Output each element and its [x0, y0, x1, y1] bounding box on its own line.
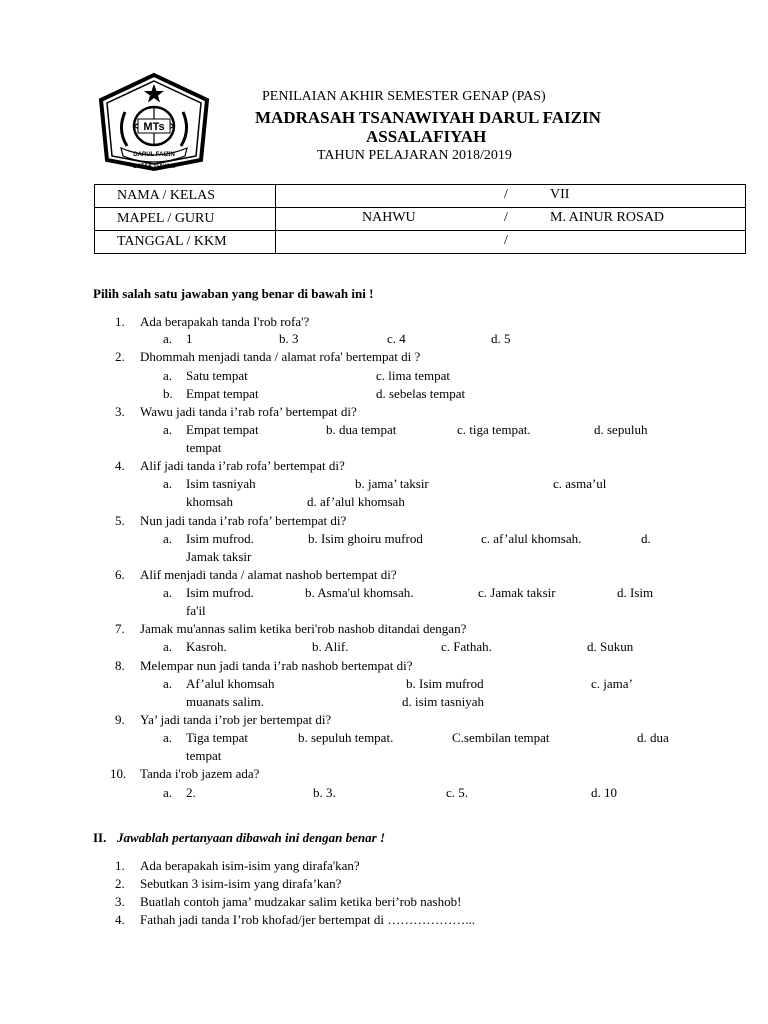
question-8: 8. Melempar nun jadi tanda i’rab nashob bertempat di?: [115, 658, 413, 673]
school-name: MADRASAH TSANAWIYAH DARUL FAIZIN: [255, 108, 601, 127]
option-c-wrap: muanats salim.: [186, 694, 264, 709]
option-c: C.sembilan tempat: [452, 730, 550, 745]
option-a-marker: a.: [163, 476, 173, 491]
option-d: d. Sukun: [587, 639, 634, 654]
option-b: b. Isim ghoiru mufrod: [308, 531, 423, 546]
table-row: [95, 231, 746, 254]
essay-question-1: 1. Ada berapakah isim-isim yang dirafa'kan?: [115, 858, 360, 873]
svg-text:DARUL FAIZIN: DARUL FAIZIN: [133, 152, 175, 158]
option-c-wrap: khomsah: [186, 494, 233, 509]
option-a-marker: a.: [163, 422, 173, 437]
option-b-marker: b.: [163, 386, 173, 401]
option-a: 2.: [186, 785, 196, 800]
svg-text:MTs: MTs: [143, 121, 165, 133]
question-3: 3. Wawu jadi tanda i’rab rofa’ bertempat di?: [115, 404, 357, 419]
option-c: c. 4: [387, 331, 406, 346]
option-a: Kasroh.: [186, 639, 227, 654]
option-d: d. sepuluh: [594, 422, 648, 437]
question-1: 1. Ada berapakah tanda I'rob rofa'?: [115, 314, 310, 329]
question-4: 4. Alif jadi tanda i’rab rofa’ bertempat di?: [115, 458, 345, 473]
option-a-marker: a.: [163, 331, 173, 346]
option-a: 1: [186, 331, 193, 346]
school-name-cont: ASSALAFIYAH: [366, 127, 487, 146]
option-c: c. Fathah.: [441, 639, 492, 654]
option-b: b. 3: [279, 331, 299, 346]
option-b: Empat tempat: [186, 386, 259, 401]
question-7: 7. Jamak mu'annas salim ketika beri'rob nashob ditandai dengan?: [115, 621, 467, 636]
table-row: [95, 208, 746, 231]
essay-question-3: 3. Buatlah contoh jama’ mudzakar salim ketika beri’rob nashob!: [115, 894, 462, 909]
option-a: Isim mufrod.: [186, 585, 254, 600]
option-a: Isim tasniyah: [186, 476, 256, 491]
option-b: b. dua tempat: [326, 422, 397, 437]
question-2: 2. Dhommah menjadi tanda / alamat rofa' bertempat di ?: [115, 349, 421, 364]
option-a-marker: a.: [163, 785, 173, 800]
option-b: b. Asma'ul khomsah.: [305, 585, 414, 600]
option-d-wrap: fa'il: [186, 603, 206, 618]
star-icon: [144, 84, 164, 103]
option-c: c. asma’ul: [553, 476, 607, 491]
academic-year: TAHUN PELAJARAN 2018/2019: [317, 148, 512, 163]
section2-number: II.: [93, 830, 107, 845]
field-slash: /: [504, 233, 508, 248]
option-d: d. af’alul khomsah: [307, 494, 405, 509]
option-c: c. Jamak taksir: [478, 585, 556, 600]
option-d: d. 10: [591, 785, 617, 800]
section2-instruction: Jawablah pertanyaan dibawah ini dengan benar !: [117, 830, 385, 845]
info-table: [94, 184, 746, 254]
essay-question-2: 2. Sebutkan 3 isim-isim yang dirafa’kan?: [115, 876, 342, 891]
label-tanggal-kkm: TANGGAL / KKM: [95, 231, 276, 254]
question-6: 6. Alif menjadi tanda / alamat nashob bertempat di?: [115, 567, 397, 582]
essay-question-4: 4. Fathah jadi tanda I’rob khofad/jer bertempat di ………………...: [115, 912, 476, 927]
option-a-marker: a.: [163, 585, 173, 600]
option-a-marker: a.: [163, 639, 173, 654]
label-mapel-guru: MAPEL / GURU: [95, 208, 276, 231]
question-10: 10. Tanda i'rob jazem ada?: [110, 766, 260, 781]
option-d: d. Isim: [617, 585, 654, 600]
field-slash: /: [504, 210, 508, 225]
option-b: b. Alif.: [312, 639, 349, 654]
option-a-marker: a.: [163, 730, 173, 745]
question-9: 9. Ya’ jadi tanda i’rob jer bertempat di?: [115, 712, 332, 727]
option-c: c. jama’: [591, 676, 633, 691]
option-d: d. sebelas tempat: [376, 386, 466, 401]
exam-title: PENILAIAN AKHIR SEMESTER GENAP (PAS): [262, 89, 546, 104]
field-subject: NAHWU: [362, 210, 416, 225]
option-a-marker: a.: [163, 676, 173, 691]
label-nama-kelas: NAMA / KELAS: [95, 185, 276, 208]
option-b: b. jama’ taksir: [355, 476, 429, 491]
option-c: c. tiga tempat.: [457, 422, 531, 437]
table-row: [95, 185, 746, 208]
option-a: Satu tempat: [186, 368, 248, 383]
field-teacher: M. AINUR ROSAD: [550, 210, 664, 225]
option-a-marker: a.: [163, 368, 173, 383]
option-b: b. sepuluh tempat.: [298, 730, 394, 745]
option-d: d. isim tasniyah: [402, 694, 484, 709]
option-a: Isim mufrod.: [186, 531, 254, 546]
question-5: 5. Nun jadi tanda i’rab rofa’ bertempat di?: [115, 513, 347, 528]
option-d-wrap: tempat: [186, 748, 222, 763]
option-a: Af’alul khomsah: [186, 676, 275, 691]
option-d-wrap: Jamak taksir: [186, 549, 252, 564]
field-class: VII: [550, 187, 570, 202]
option-c: c. 5.: [446, 785, 469, 800]
section1-instruction: Pilih salah satu jawaban yang benar di bawah ini !: [93, 286, 374, 301]
option-d-wrap: tempat: [186, 440, 222, 455]
option-a: Tiga tempat: [186, 730, 248, 745]
option-b: b. Isim mufrod: [406, 676, 484, 691]
option-b: b. 3.: [313, 785, 336, 800]
option-d: d.: [641, 531, 651, 546]
school-logo: [95, 72, 213, 172]
option-d: d. 5: [491, 331, 511, 346]
option-a: Empat tempat: [186, 422, 259, 437]
option-c: c. lima tempat: [376, 368, 451, 383]
option-c: c. af’alul khomsah.: [481, 531, 582, 546]
option-a-marker: a.: [163, 531, 173, 546]
field-slash: /: [504, 187, 508, 202]
option-d: d. dua: [637, 730, 669, 745]
svg-text:CATAK GAYAM: CATAK GAYAM: [132, 164, 176, 170]
